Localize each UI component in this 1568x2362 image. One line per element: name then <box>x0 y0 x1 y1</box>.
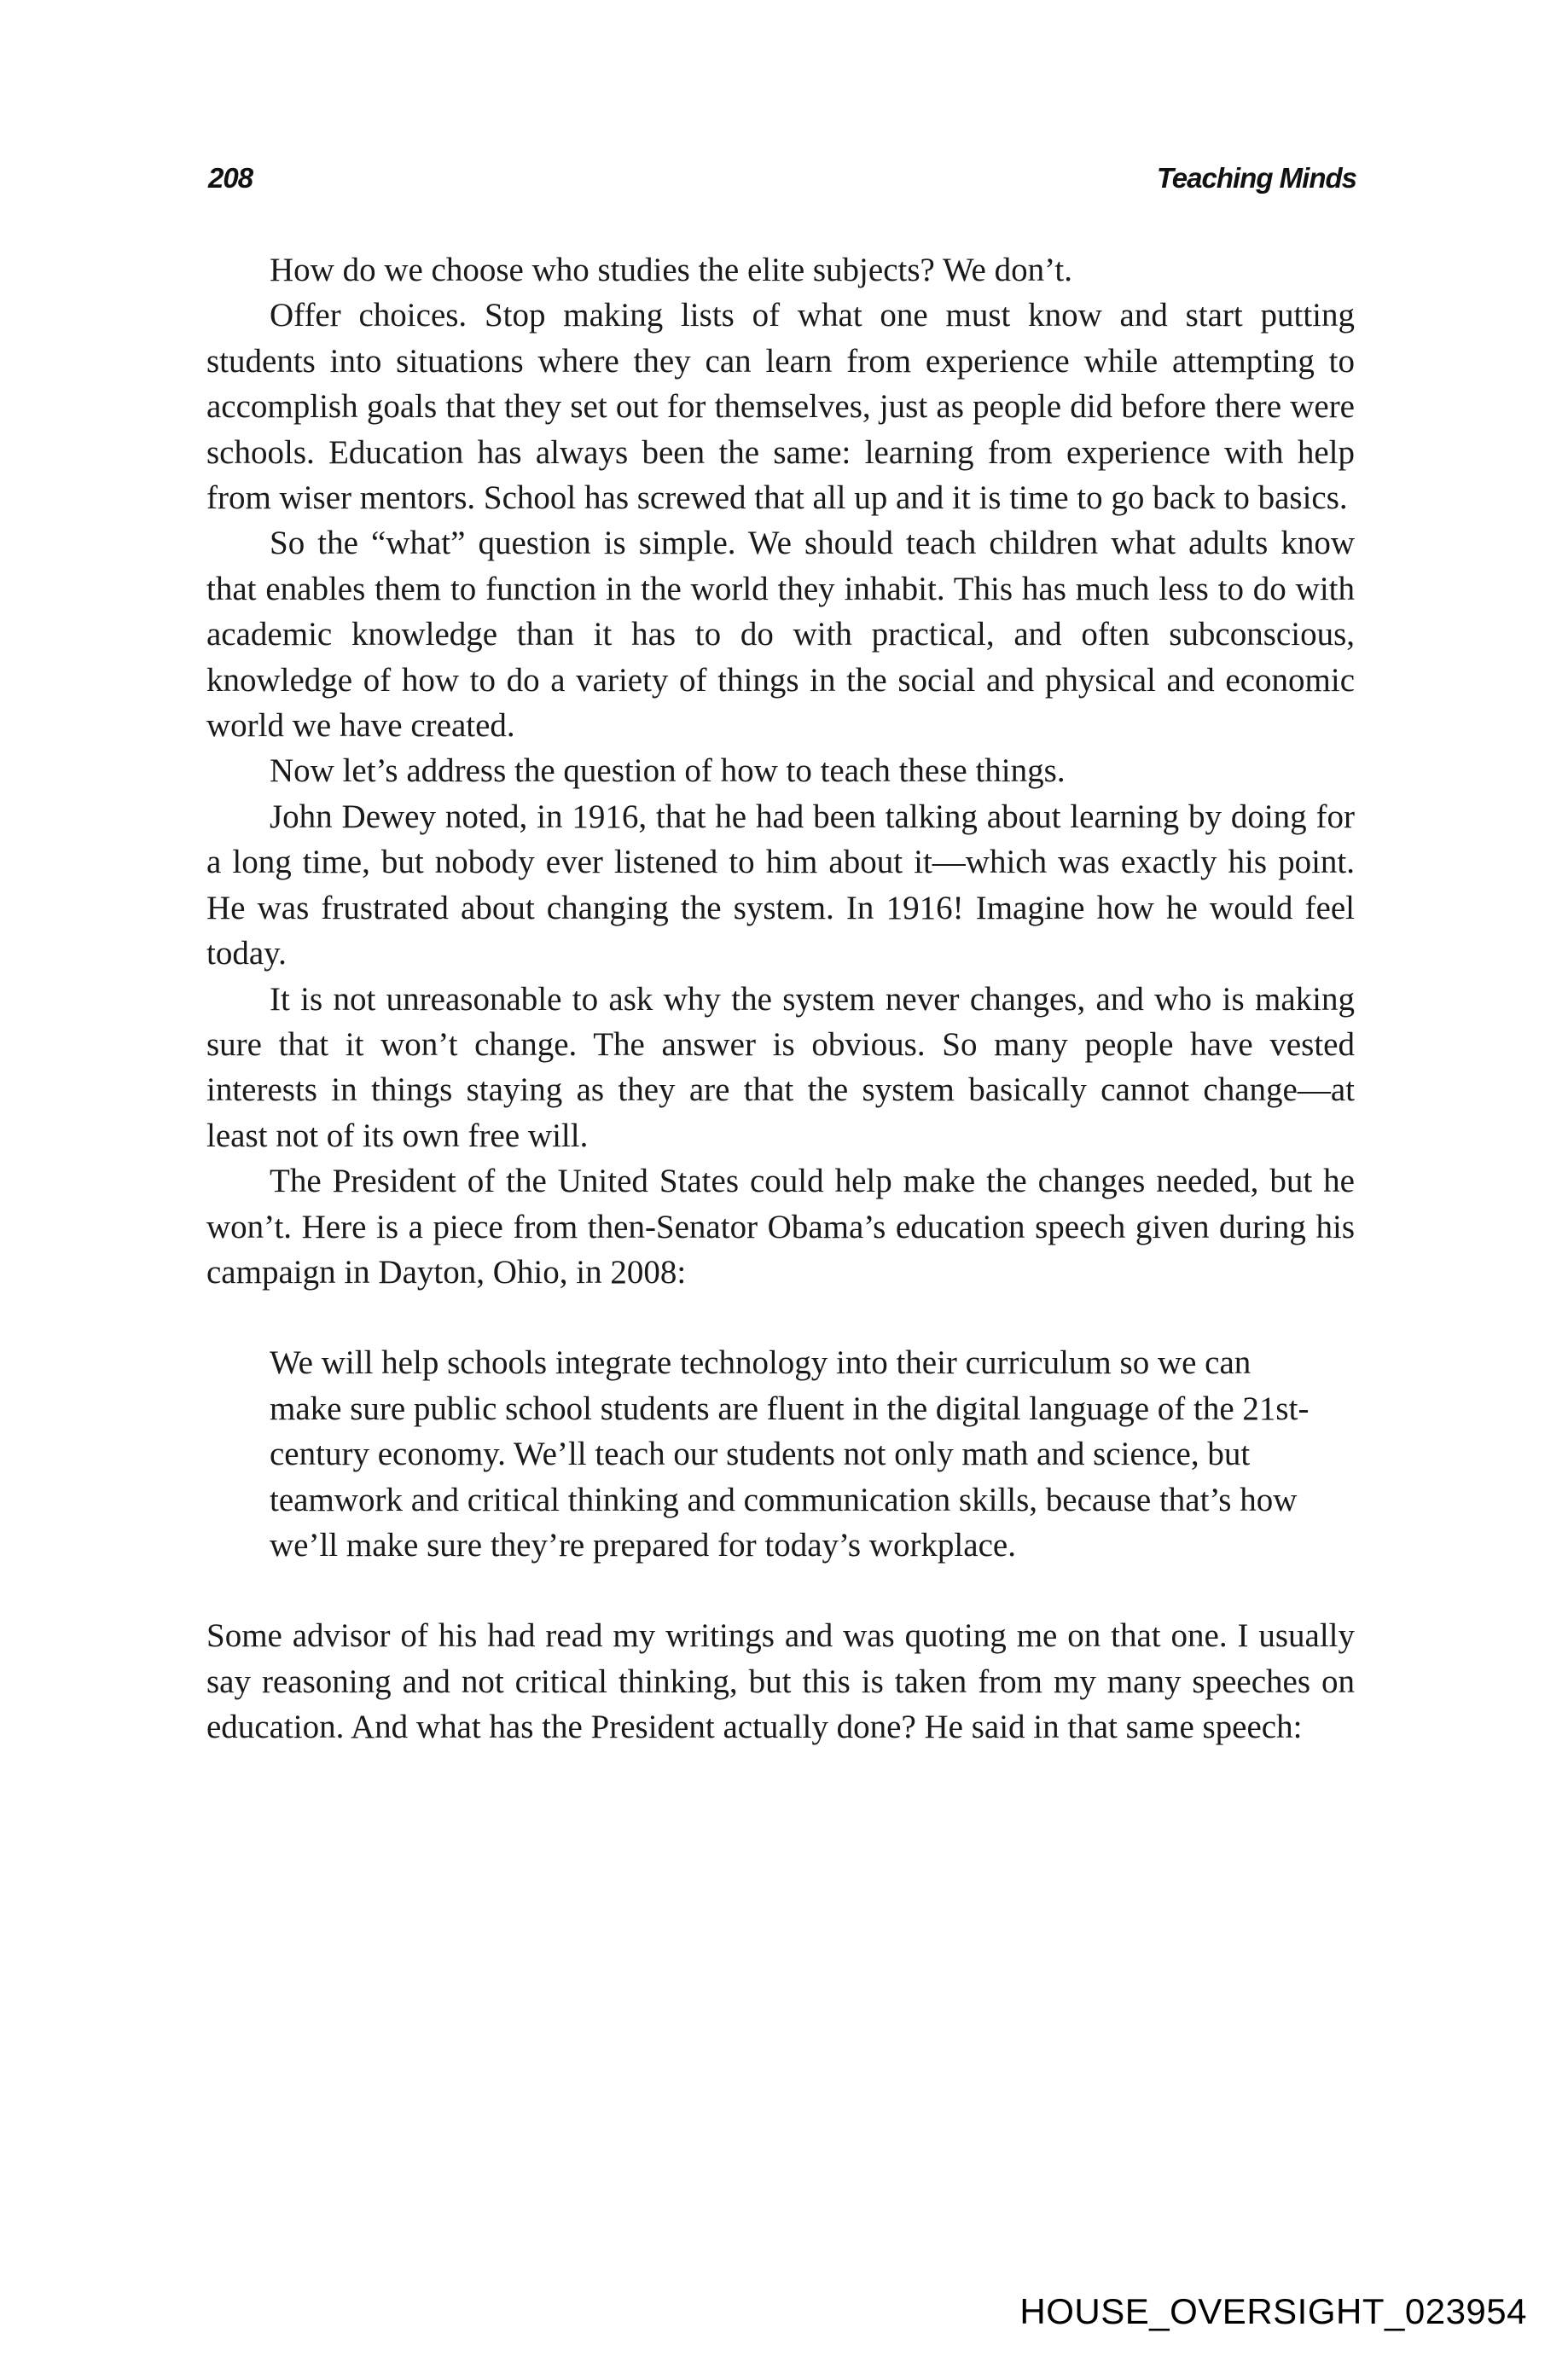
block-quote <box>270 1340 1327 1568</box>
bates-number: HOUSE_OVERSIGHT_023954 <box>1019 2291 1527 2331</box>
book-title: Teaching Minds <box>1156 162 1356 194</box>
paragraph: How do we choose who studies the elite subjects? We don’t. <box>270 252 1072 288</box>
paragraph: Now let’s address the question of how to teach these things. <box>270 752 1066 790</box>
paragraph: John Dewey noted, in 1916, that he had been talking about learning by doing for a long time, but nobody ever listened to him about it—which was exactly his point. He was frustrated about changing the system. In 1916! Imagine how he would feel today. <box>206 798 1355 972</box>
paragraph: Offer choices. Stop making lists of what one must know and start putting students into situations where they can learn from experience while attempting to accomplish goals that they set out for themselves, just as people did before there were schools. Education has always been the same: learning from experience with help from wiser mentors. School has screwed that all up and it is time to go back to basics. <box>206 297 1355 517</box>
page-number: 208 <box>208 162 253 194</box>
paragraph: It is not unreasonable to ask why the system never changes, and who is making sure that it won’t change. The answer is obvious. So many people have vested interests in things staying as they are that the system basically cannot change—at least not of its own free will. <box>206 980 1355 1154</box>
paragraph: Some advisor of his had read my writings and was quoting me on that one. I usually say reasoning and not critical thinking, but this is taken from my many speeches on education. And what has the President actually done? He said in that same speech: <box>206 1617 1355 1746</box>
body-text <box>206 247 1355 1750</box>
paragraph: The President of the United States could help make the changes needed, but he won’t. Here is a piece from then-Senator Obama’s education speech given during his campaign in Dayton, Ohio, in 2008: <box>206 1163 1355 1291</box>
quote-text: We will help schools integrate technology into their curriculum so we can make sure public school students are fluent in the digital language of the 21st-century economy. We’ll teach our students not only math and science, but teamwork and critical thinking and communication skills, because that’s how we’ll make sure they’re prepared for today’s workplace. <box>270 1344 1310 1564</box>
paragraph: So the “what” question is simple. We should teach children what adults know that enables them to function in the world they inhabit. This has much less to do with academic knowledge than it has to do with practical, and often subconscious, knowledge of how to do a variety of things in the social and physical and economic world we have created. <box>206 525 1355 745</box>
running-head <box>208 162 1356 196</box>
